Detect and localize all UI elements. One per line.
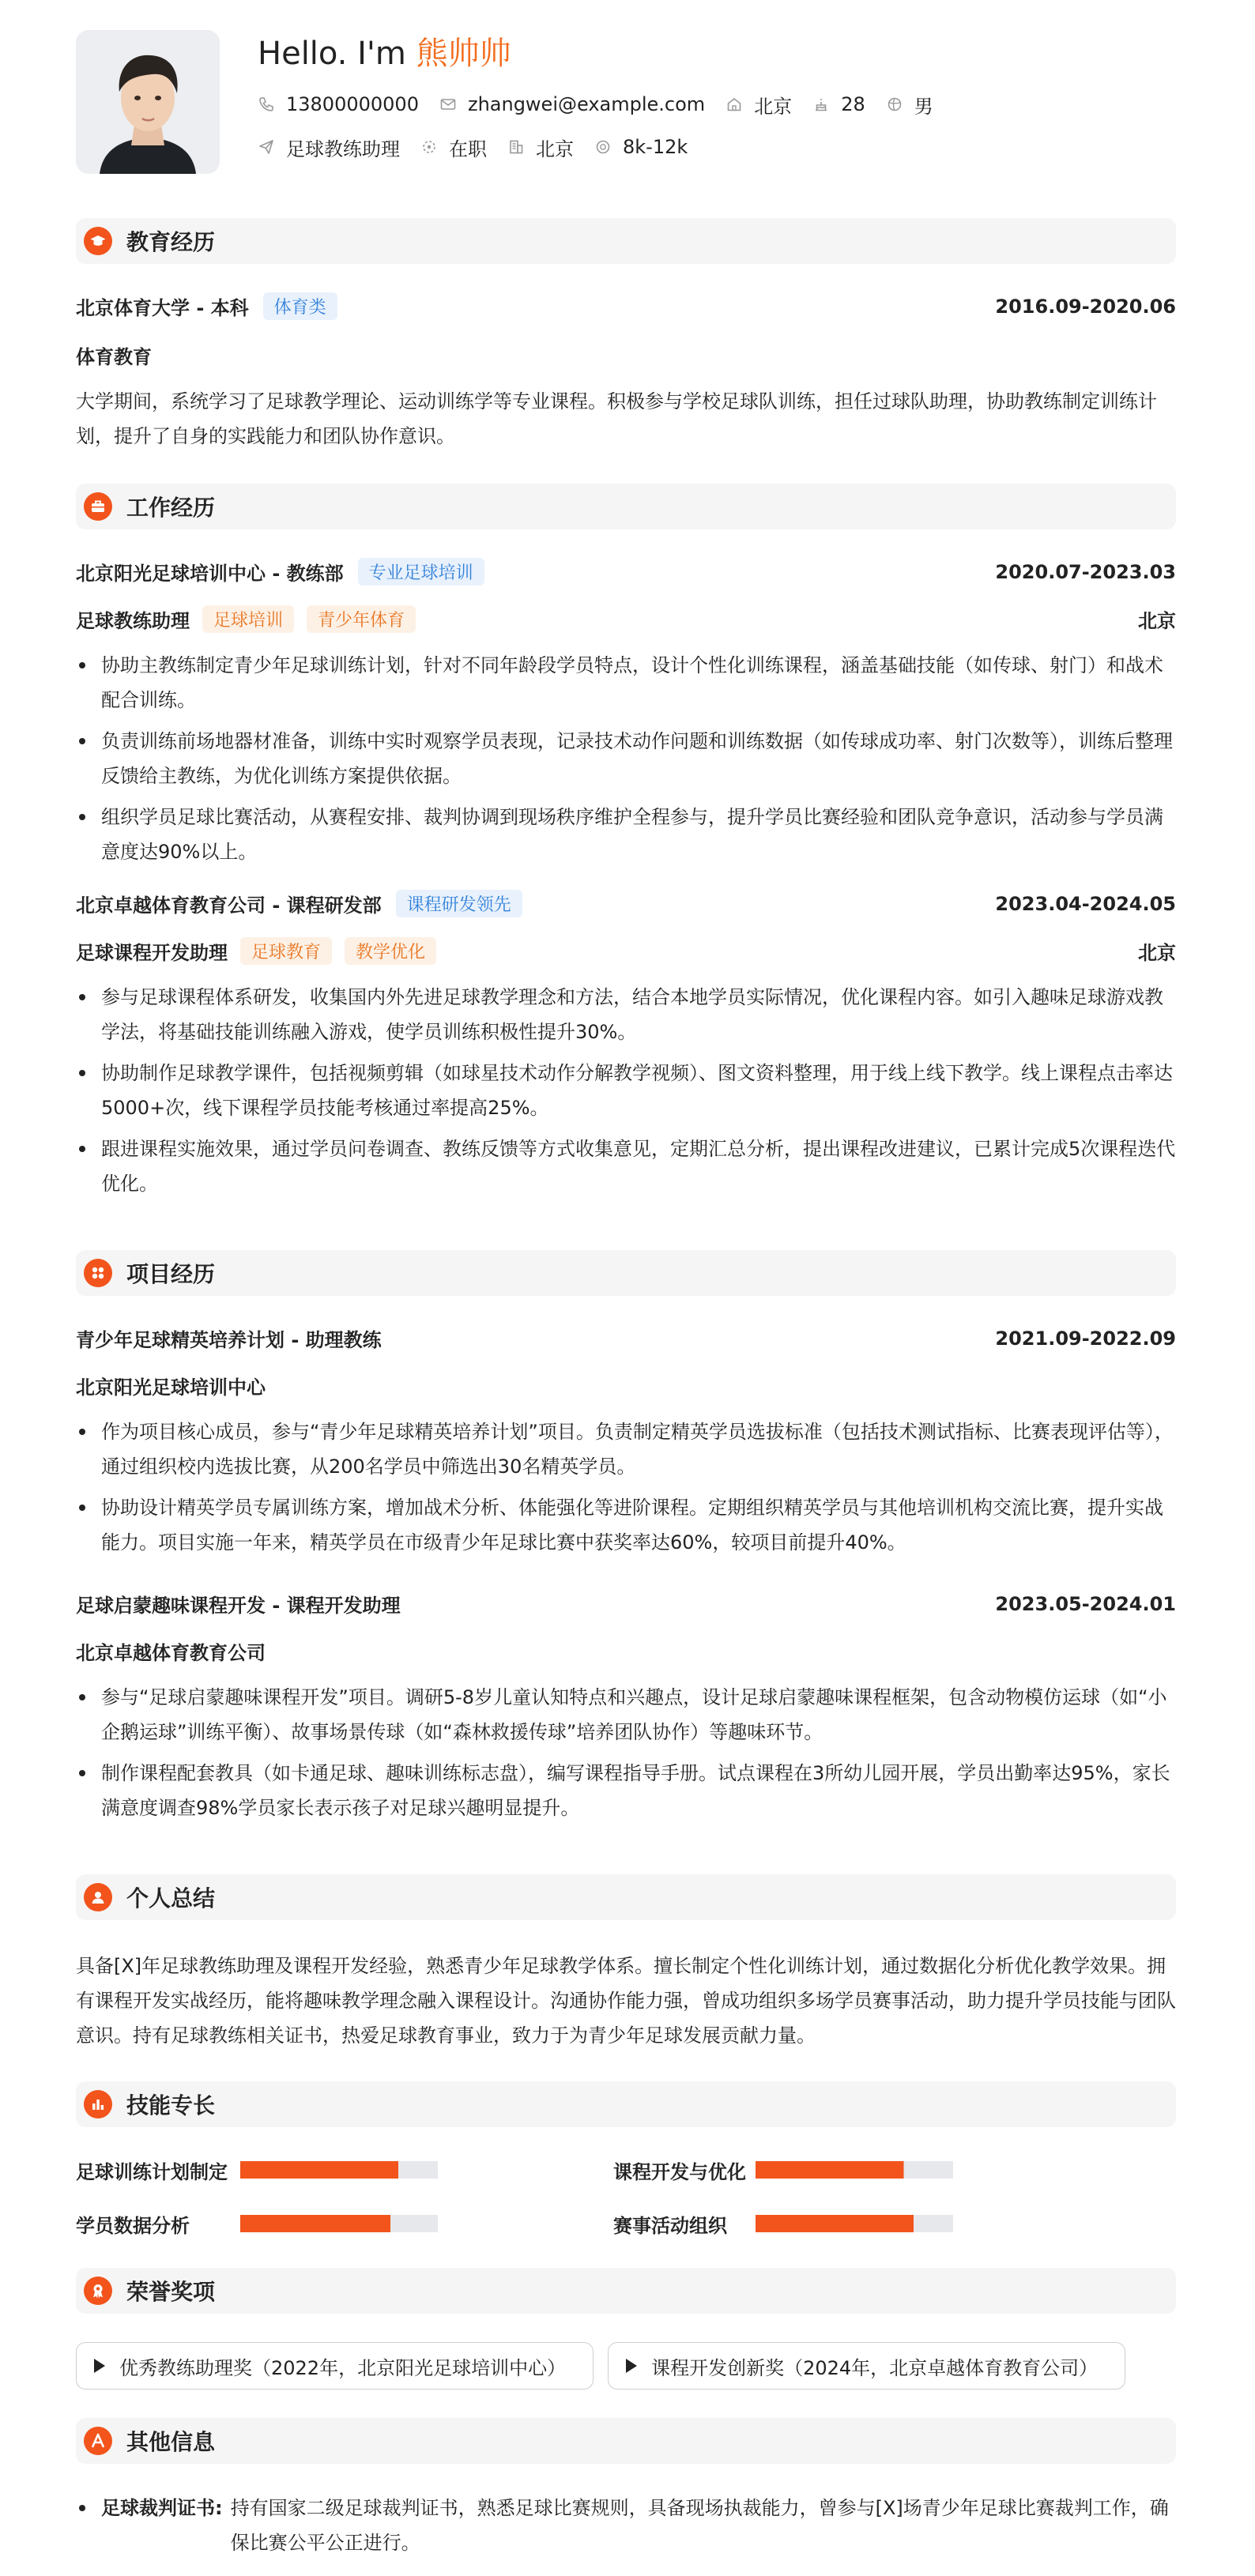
target-job-text: 足球教练助理 (286, 137, 400, 160)
summary-text: 具备[X]年足球教练助理及课程开发经验，熟悉青少年足球教学体系。擅长制定个性化训练计划，通过数据化分析优化教学效果。拥有课程开发实战经历，能将趣味教学理念融入课程设计。沟通协作能力强，曾成功组织多场学员赛事活动，助力提升学员技能与团队意识。持有足球教练相关证书，热爱足球教育事业，致力于为青少年足球发展贡献力量。 (76, 1955, 1176, 2047)
education-row (76, 292, 1176, 320)
skill-name: 课程开发与优化 (613, 2160, 746, 2183)
project-2 (76, 1590, 1176, 1618)
honors-list (76, 2342, 1176, 2390)
summary-header (76, 1874, 1176, 1920)
role-tag: 足球教育 (240, 937, 332, 965)
user-icon (84, 1883, 112, 1911)
job-role-row (76, 937, 1176, 965)
job-role: 足球教练助理 (76, 610, 190, 632)
salary-text: 8k-12k (623, 136, 688, 158)
greeting (258, 33, 954, 74)
honors-section (76, 2268, 1176, 2314)
target-city (507, 134, 574, 161)
job-bullet: 负责训练前场地器材准备，训练中实时观察学员表现，记录技术动作问题和训练数据（如传球成功率、射门次数等），训练后整理反馈给主教练，为优化训练方案提供依据。 (76, 724, 1176, 793)
other-text: 持有国家二级足球裁判证书，熟悉足球比赛规则，具备现场执裁能力，曾参与[X]场青少年足球比赛裁判工作，确保比赛公平公正进行。 (230, 2497, 1169, 2554)
job-date: 2020.07-2023.03 (995, 560, 1176, 583)
mail-icon (439, 96, 457, 113)
honor-item (76, 2342, 594, 2390)
email-text: zhangwei@example.com (467, 93, 706, 115)
other-label: 足球裁判证书: (76, 2491, 223, 2560)
project-row (76, 1590, 1176, 1618)
project-date: 2021.09-2022.09 (995, 1327, 1176, 1350)
project-1-org-wrap (76, 1372, 1176, 1399)
job-1-role (76, 605, 1176, 633)
section-title: 教育经历 (126, 229, 216, 255)
skill-item (76, 2197, 613, 2250)
job-company-row (76, 558, 1176, 586)
contact-row (258, 92, 954, 117)
age-text: 28 (841, 93, 865, 115)
project-row (76, 1324, 1176, 1352)
education-desc: 大学期间，系统学习了足球教学理论、运动训练学等专业课程。积极参与学校足球队训练，担任过球队助理，协助教练制定训练计划，提升了自身的实践能力和团队协作意识。 (76, 390, 1157, 447)
grid-icon (84, 1259, 112, 1287)
section-title: 荣誉奖项 (126, 2279, 216, 2305)
person-name: 熊帅帅 (416, 36, 511, 72)
skill-item (613, 2143, 1151, 2197)
job-city: 北京 (1138, 942, 1176, 964)
section-title: 个人总结 (126, 1885, 216, 1911)
role-tag: 足球培训 (202, 605, 294, 633)
phone-icon (258, 96, 275, 113)
home-icon (725, 96, 743, 113)
project-2-bullets (76, 1680, 1176, 1825)
building-icon (507, 138, 525, 156)
bar-chart-icon (84, 2090, 112, 2118)
project-org: 北京卓越体育教育公司 (76, 1642, 266, 1664)
project-bullet: 参与“足球启蒙趣味课程开发”项目。调研5-8岁儿童认知特点和兴趣点，设计足球启蒙趣味课程框架，包含动物模仿运球（如“小企鹅运球”训练平衡）、故事场景传球（如“森林救援传球”培养团队协作）等趣味环节。 (76, 1680, 1176, 1749)
job-role-row (76, 605, 1176, 633)
header-info (258, 30, 954, 160)
target-city-text: 北京 (536, 137, 574, 160)
skill-name: 学员数据分析 (76, 2214, 190, 2237)
role-tag: 教学优化 (345, 937, 436, 965)
honor-item (608, 2342, 1125, 2390)
section-title: 其他信息 (126, 2429, 216, 2455)
project-name: 青少年足球精英培养计划 - 助理教练 (76, 1329, 382, 1351)
send-icon (258, 138, 275, 156)
play-icon (94, 2359, 105, 2373)
skill-name: 赛事活动组织 (613, 2214, 727, 2237)
job-1-bullets (76, 648, 1176, 869)
projects-header (76, 1250, 1176, 1296)
salary-icon (594, 138, 612, 156)
job-role: 足球课程开发助理 (76, 942, 228, 964)
status-icon (420, 138, 438, 156)
project-2-org-wrap (76, 1637, 1176, 1665)
job-company-row (76, 890, 1176, 917)
job-1 (76, 558, 1176, 586)
skill-bar (240, 2215, 438, 2232)
skill-name: 足球训练计划制定 (76, 2160, 228, 2183)
resume-header (76, 0, 1179, 191)
job-bullet: 跟进课程实施效果，通过学员问卷调查、教练反馈等方式收集意见，定期汇总分析，提出课程改进建议，已累计完成5次课程迭代优化。 (76, 1132, 1176, 1201)
honor-text: 课程开发创新奖（2024年，北京卓越体育教育公司） (651, 2356, 1099, 2379)
honor-text: 优秀教练助理奖（2022年，北京阳光足球培训中心） (119, 2356, 567, 2379)
avatar (76, 30, 220, 174)
skill-item (76, 2143, 613, 2197)
skill-bar-fill (240, 2161, 398, 2179)
job-bullet: 参与足球课程体系研发，收集国内外先进足球教学理念和方法，结合本地学员实际情况，优化课程内容。如引入趣味足球游戏教学法，将基础技能训练融入游戏，使学员训练积极性提升30%。 (76, 980, 1176, 1049)
summary-section (76, 1874, 1176, 1920)
project-1-bullets (76, 1414, 1176, 1560)
work-section (76, 484, 1176, 529)
company-name: 北京卓越体育教育公司 - 课程研发部 (76, 894, 382, 917)
briefcase-icon (84, 492, 112, 521)
skill-bar-fill (756, 2161, 904, 2179)
graduation-cap-icon (84, 227, 112, 255)
project-bullet: 协助设计精英学员专属训练方案，增加战术分析、体能强化等进阶课程。定期组织精英学员与其他培训机构交流比赛，提升实战能力。项目实施一年来，精英学员在市级青少年足球比赛中获奖率达60%，较项目前提升40%。 (76, 1490, 1176, 1560)
other-entry (76, 2491, 1176, 2560)
section-title: 项目经历 (126, 1261, 216, 1287)
target-job (258, 134, 400, 161)
project-org: 北京阳光足球培训中心 (76, 1377, 266, 1399)
project-bullet: 制作课程配套教具（如卡通足球、趣味训练标志盘），编写课程指导手册。试点课程在3所幼儿园开展，学员出勤率达95%，家长满意度调查98%学员家长表示孩子对足球兴趣明显提升。 (76, 1756, 1176, 1825)
age (812, 93, 865, 115)
skill-bar-fill (240, 2215, 390, 2232)
job-row (258, 134, 954, 160)
role-tag: 青少年体育 (307, 605, 416, 633)
email (439, 93, 705, 115)
job-bullet: 协助制作足球教学课件，包括视频剪辑（如球星技术动作分解教学视频）、图文资料整理，用于线上线下教学。线上课程点击率达5000+次，线下课程学员技能考核通过率提高25%。 (76, 1056, 1176, 1125)
skills-section (76, 2081, 1176, 2127)
skill-bar (756, 2161, 953, 2179)
gender (886, 91, 933, 119)
education-desc-wrap (76, 384, 1176, 454)
school-tag: 体育类 (263, 292, 337, 320)
skill-item (613, 2197, 1151, 2250)
phone (258, 93, 419, 115)
job-city: 北京 (1138, 610, 1176, 632)
skills-header (76, 2081, 1176, 2127)
greeting-text: Hello. I'm (258, 36, 416, 72)
job-status (420, 134, 487, 161)
project-date: 2023.05-2024.01 (995, 1592, 1176, 1615)
city-text: 北京 (754, 95, 793, 118)
gender-icon (886, 96, 903, 113)
education-section (76, 218, 1176, 264)
company-tag: 专业足球培训 (358, 558, 484, 586)
job-2-bullets (76, 980, 1176, 1201)
other-header (76, 2418, 1176, 2464)
salary (594, 136, 688, 158)
city (725, 91, 792, 119)
company-name: 北京阳光足球培训中心 - 教练部 (76, 563, 344, 585)
job-status-text: 在职 (449, 137, 487, 160)
education-date: 2016.09-2020.06 (995, 295, 1176, 318)
job-date: 2023.04-2024.05 (995, 892, 1176, 915)
major: 体育教育 (76, 346, 152, 368)
job-2 (76, 890, 1176, 917)
skills-grid (76, 2143, 1176, 2250)
work-header (76, 484, 1176, 529)
play-icon (626, 2359, 637, 2373)
summary-text-wrap (76, 1949, 1176, 2053)
section-title: 工作经历 (126, 495, 216, 521)
phone-text: 13800000000 (286, 93, 419, 115)
text-a-icon (84, 2427, 112, 2455)
age-icon (812, 96, 830, 113)
skill-bar (756, 2215, 953, 2232)
project-1 (76, 1324, 1176, 1352)
company-tag: 课程研发领先 (396, 890, 522, 917)
gender-text: 男 (914, 95, 933, 118)
education-major-wrap (76, 341, 1176, 369)
other-section (76, 2418, 1176, 2464)
education-entry (76, 292, 1176, 320)
project-bullet: 作为项目核心成员，参与“青少年足球精英培养计划”项目。负责制定精英学员选拔标准（包括技术测试指标、比赛表现评估等），通过组织校内选拔比赛，从200名学员中筛选出30名精英学员。 (76, 1414, 1176, 1484)
project-name: 足球启蒙趣味课程开发 - 课程开发助理 (76, 1595, 401, 1617)
honors-header (76, 2268, 1176, 2314)
job-2-role (76, 937, 1176, 965)
education-header (76, 218, 1176, 264)
job-bullet: 协助主教练制定青少年足球训练计划，针对不同年龄段学员特点，设计个性化训练课程，涵盖基础技能（如传球、射门）和战术配合训练。 (76, 648, 1176, 717)
section-title: 技能专长 (126, 2092, 216, 2118)
school-name: 北京体育大学 - 本科 (76, 297, 249, 319)
award-icon (84, 2277, 112, 2305)
skill-bar-fill (756, 2215, 914, 2232)
job-bullet: 组织学员足球比赛活动，从赛程安排、裁判协调到现场秩序维护全程参与，提升学员比赛经验和团队竞争意识，活动参与学员满意度达90%以上。 (76, 800, 1176, 869)
projects-section (76, 1250, 1176, 1296)
skill-bar (240, 2161, 438, 2179)
